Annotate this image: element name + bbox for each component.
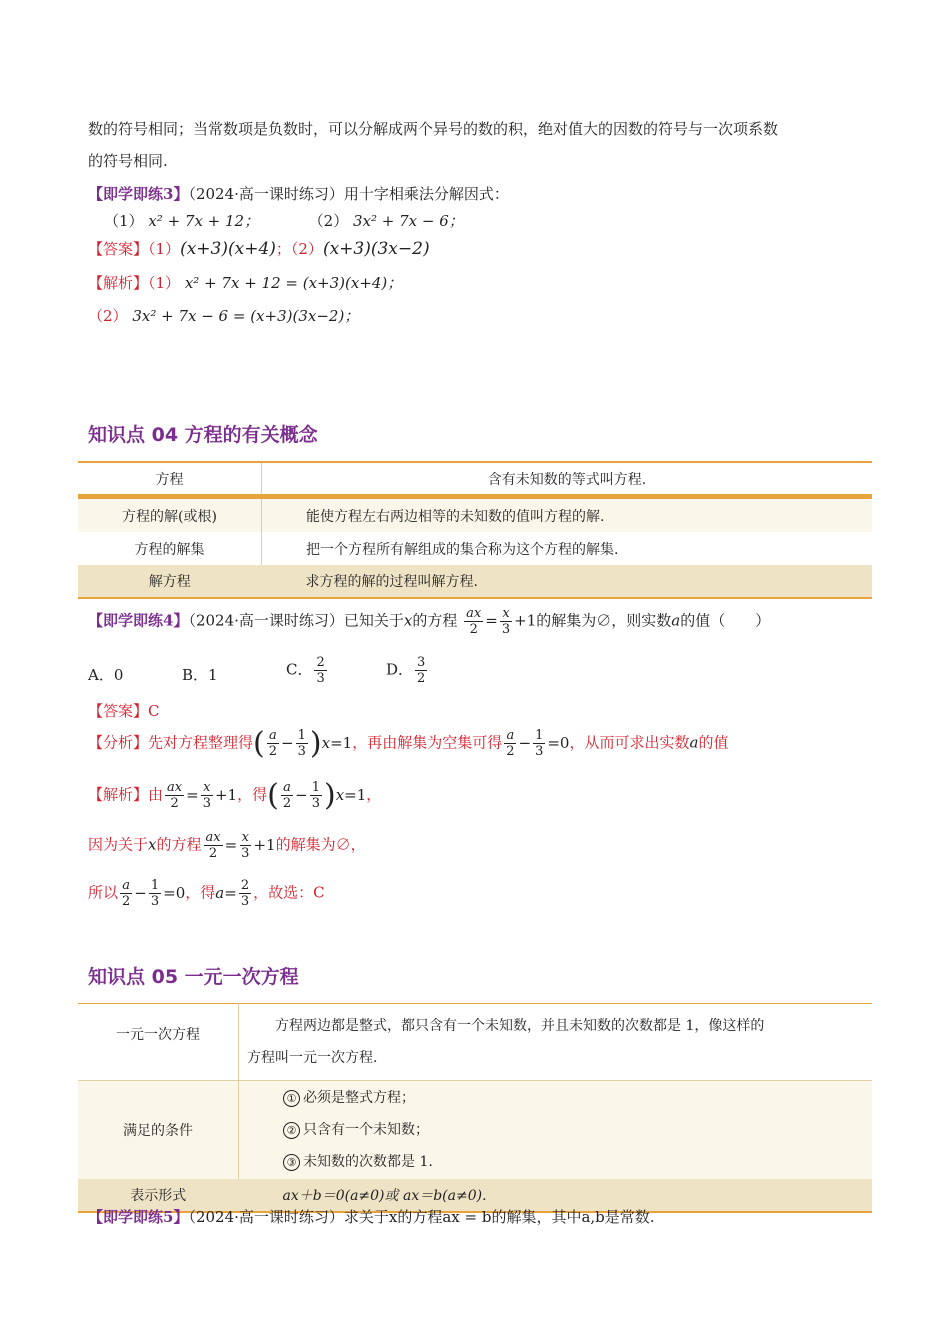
exercise-4-jiexi: 【解析】由 $\frac{ax}{2}$ = $\frac{x}{3}$ +1，得( $\frac{a}{2}$ − $\frac{1}{3}$ )x=1， bbox=[88, 777, 382, 813]
intro-line-1: 数的符号相同；当常数项是负数时，可以分解成两个异号的数的积，绝对值大的因数的符号与一次项系数 bbox=[88, 120, 779, 138]
option-a: A．0 bbox=[88, 666, 124, 684]
kp05-term: 一元一次方程 bbox=[78, 1004, 239, 1081]
kp04-row-solving bbox=[78, 565, 872, 598]
exercise-4-answer bbox=[88, 700, 160, 721]
exercise-3-header bbox=[88, 183, 509, 204]
answer-1-label: （1） bbox=[148, 240, 181, 258]
exercise-4-tag: 【即学即练4】 bbox=[88, 611, 189, 630]
so-a: 所以 bbox=[88, 883, 119, 902]
kp05-def bbox=[239, 1004, 873, 1081]
text-solset: 的解集为∅，则实数 bbox=[536, 611, 672, 630]
q1-expr: x² + 7x + 12； bbox=[148, 212, 260, 230]
because-var-x: x bbox=[148, 835, 157, 854]
condition-2-text: 只含有一个未知数； bbox=[303, 1121, 429, 1138]
q1-label: （1） bbox=[104, 212, 144, 230]
kp05-cond-term: 满足的条件 bbox=[78, 1081, 239, 1179]
exercise-5-tag: 【即学即练5】 bbox=[88, 1208, 189, 1226]
exercise-3-analysis-1 bbox=[88, 272, 402, 293]
analysis-2-expr: 3x² + 7x − 6 = (x+3)(3x−2)； bbox=[132, 307, 360, 325]
so-c: ，故选：C bbox=[253, 883, 325, 902]
analysis-1-label: （1） bbox=[148, 274, 181, 292]
fenxi-a: 先对方程整理得 bbox=[148, 733, 254, 752]
answer-2-expr: (x+3)(3x−2) bbox=[322, 239, 430, 259]
kp04-term: 方程的解(或根) bbox=[78, 499, 262, 532]
exercise-4-so: 所以 $\frac{a}{2}$ − $\frac{1}{3}$ =0，得a= $\frac{2}{3}$ ，故选：C bbox=[88, 878, 325, 909]
kp05-title: 知识点 05 一元一次方程 bbox=[88, 966, 299, 988]
fenxi-c: ，从而可求出实数 bbox=[569, 733, 690, 752]
var-x: x bbox=[403, 611, 413, 630]
kp05-def-line-2: 方程叫一元一次方程. bbox=[247, 1050, 378, 1066]
because-a: 因为关于 bbox=[88, 835, 149, 854]
exercise-4-source: （2024·高一课时练习）已知关于 bbox=[188, 611, 404, 630]
exercise-3-source: （2024·高一课时练习）用十字相乘法分解因式： bbox=[188, 185, 509, 203]
analysis-1-expr: x² + 7x + 12 = (x+3)(x+4)； bbox=[184, 274, 403, 292]
exercise-3-analysis-2 bbox=[88, 305, 359, 326]
q2-label: （2） bbox=[308, 212, 349, 230]
answer-1-expr: (x+3)(x+4) bbox=[180, 239, 276, 259]
fenxi-b: ，再由解集为空集可得 bbox=[352, 733, 503, 752]
kp04-def: 能使方程左右两边相等的未知数的值叫方程的解. bbox=[306, 508, 605, 525]
because-b: 的方程 bbox=[156, 835, 202, 854]
kp04-row-equation bbox=[78, 462, 872, 494]
exercise-4-because: 因为关于x的方程 $\frac{ax}{2}$ = $\frac{x}{3}$ +1的解集为∅， bbox=[88, 830, 366, 861]
condition-3 bbox=[283, 1146, 872, 1178]
kp05-row-conditions bbox=[78, 1081, 872, 1179]
kp04-row-solution bbox=[78, 499, 872, 532]
exercise-4-question: 【即学即练4】（2024·高一课时练习）已知关于x的方程 $\frac{ax}{2}$ = $\frac{x}{3}$ +1的解集为∅，则实数a的值（ ） bbox=[88, 606, 771, 637]
jiexi-a: 由 bbox=[148, 785, 164, 804]
ex4-answer-tag: 【答案】 bbox=[88, 702, 149, 720]
kp04-def: 把一个方程所有解组成的集合称为这个方程的解集. bbox=[306, 541, 619, 558]
analysis-tag: 【解析】 bbox=[88, 274, 149, 292]
fenxi-d: 的值 bbox=[698, 733, 729, 752]
exercise-5 bbox=[88, 1206, 655, 1227]
jiexi-tag: 【解析】 bbox=[88, 785, 149, 804]
condition-2 bbox=[283, 1114, 872, 1146]
fenxi-tag: 【分析】 bbox=[88, 733, 149, 752]
kp05-form-term: 表示形式 bbox=[130, 1187, 187, 1204]
exercise-3-tag: 【即学即练3】 bbox=[88, 185, 189, 203]
kp04-title: 知识点 04 方程的有关概念 bbox=[88, 424, 318, 446]
answer-tag: 【答案】 bbox=[88, 240, 149, 258]
exercise-4-fenxi: 【分析】先对方程整理得( $\frac{a}{2}$ − $\frac{1}{3}$ )x=1，再由解集为空集可得 $\frac{a}{2}$ − $\frac{1}{3}$ =0，从而可求出实数a的值 bbox=[88, 725, 729, 761]
condition-3-text: 未知数的次数都是 1. bbox=[303, 1153, 433, 1170]
jiexi-c: ， bbox=[366, 785, 382, 804]
option-d: D． $\frac{3}{2}$ bbox=[386, 655, 426, 686]
circled-3: ③ bbox=[283, 1154, 300, 1171]
fenxi-var-a: a bbox=[689, 733, 699, 752]
intro-line-2: 的符号相同. bbox=[88, 152, 168, 170]
kp05-def-line-1: 方程两边都是整式，都只含有一个未知数，并且未知数的次数都是 1，像这样的 bbox=[275, 1018, 765, 1034]
because-c: 的解集为∅， bbox=[275, 835, 366, 854]
kp04-def: 含有未知数的等式叫方程. bbox=[487, 471, 647, 488]
kp05-table bbox=[78, 1003, 872, 1213]
kp04-table bbox=[78, 461, 872, 599]
var-a: a bbox=[671, 611, 681, 630]
kp05-form-def: ax＋b＝0(a≠0)或 ax＝b(a≠0). bbox=[282, 1187, 487, 1204]
option-c: C． $\frac{2}{3}$ bbox=[286, 655, 325, 686]
kp04-term: 方程的解集 bbox=[78, 532, 262, 565]
exercise-3-answer bbox=[88, 238, 430, 259]
kp04-def: 求方程的解的过程叫解方程. bbox=[305, 574, 478, 590]
exercise-5-text: （2024·高一课时练习）求关于x的方程ax = b的解集，其中a,b是常数. bbox=[188, 1208, 655, 1226]
so-b: ，得 bbox=[185, 883, 216, 902]
kp04-term: 方程 bbox=[78, 462, 262, 494]
q2-expr: 3x² + 7x − 6； bbox=[353, 212, 464, 230]
condition-1 bbox=[283, 1082, 872, 1114]
kp04-term: 解方程 bbox=[148, 574, 191, 590]
text-value: 的值（ ） bbox=[680, 611, 771, 630]
option-b: B．1 bbox=[182, 666, 218, 684]
analysis-2-label: （2） bbox=[88, 307, 128, 325]
answer-2-label: ；（2） bbox=[275, 240, 323, 258]
ex4-answer: C bbox=[148, 702, 160, 720]
condition-1-text: 必须是整式方程； bbox=[303, 1089, 415, 1106]
kp05-conditions bbox=[239, 1081, 873, 1179]
kp04-row-solution-set bbox=[78, 532, 872, 565]
exercise-3-questions bbox=[104, 210, 464, 231]
circled-2: ② bbox=[283, 1122, 300, 1139]
jiexi-b: ，得 bbox=[237, 785, 268, 804]
kp05-row-definition bbox=[78, 1004, 872, 1081]
option-d-label: D． bbox=[386, 660, 414, 679]
text-eq: 的方程 bbox=[412, 611, 458, 630]
circled-1: ① bbox=[283, 1090, 300, 1107]
option-c-label: C． bbox=[286, 660, 313, 679]
